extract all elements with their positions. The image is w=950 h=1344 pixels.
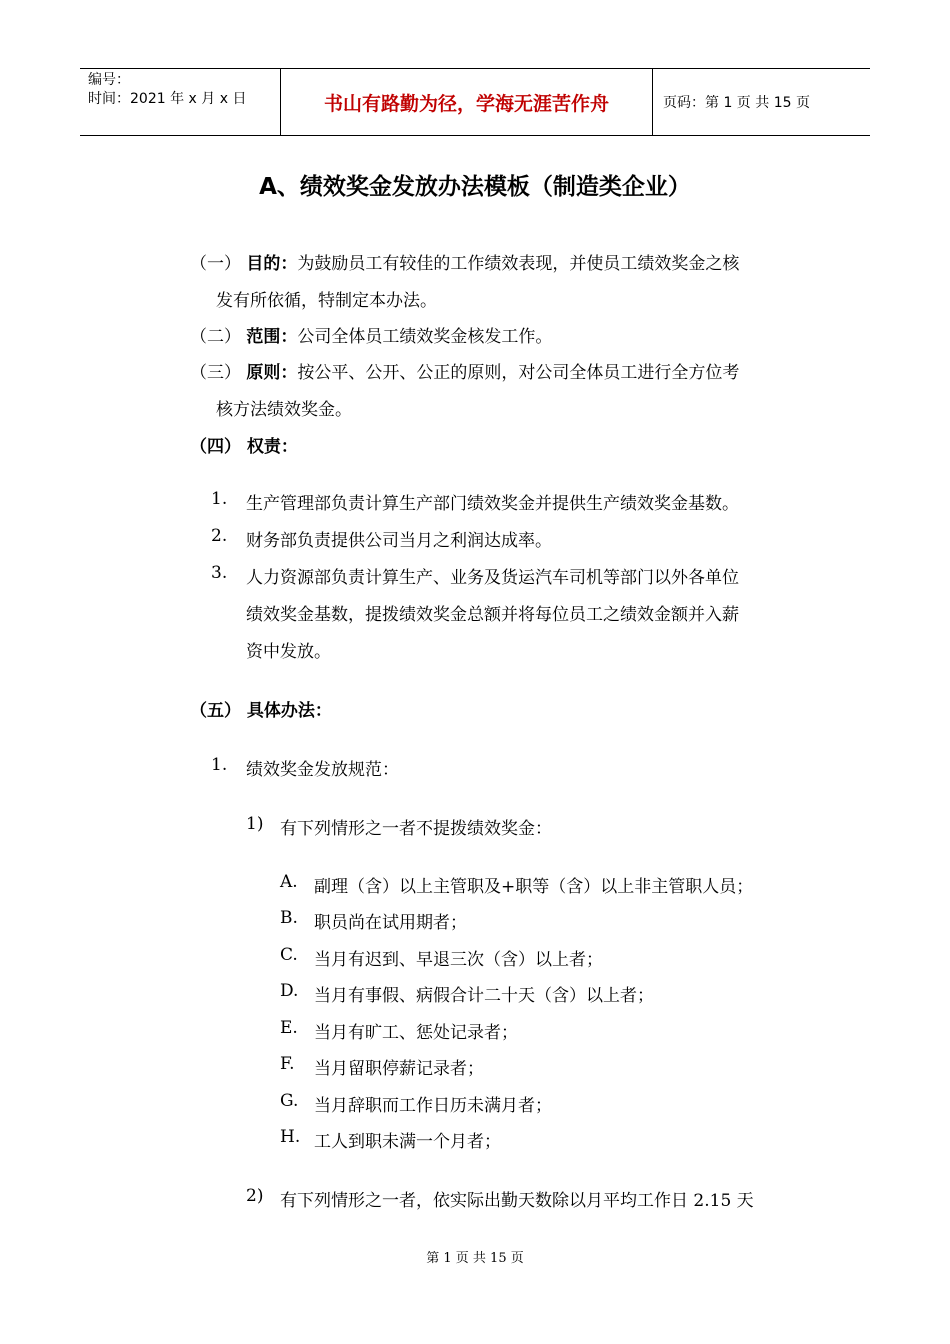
list-number: 3. bbox=[211, 563, 228, 583]
section-text-cont: 核方法绩效奖金。 bbox=[216, 400, 352, 420]
list-item: 财务部负责提供公司当月之利润达成率。 bbox=[246, 531, 552, 551]
section-label: 具体办法： bbox=[246, 701, 332, 721]
list-number: 2. bbox=[211, 526, 228, 546]
document-header bbox=[80, 68, 870, 136]
letter-item: 职员尚在试用期者； bbox=[314, 913, 467, 933]
section-text: 按公平、公开、公正的原则，对公司全体员工进行全方位考 bbox=[297, 363, 740, 383]
time-label: 时间：2021 年 x 月 x 日 bbox=[88, 91, 247, 107]
section-scope bbox=[190, 322, 552, 347]
section-marker: （三） bbox=[190, 363, 241, 383]
list-number: 1. bbox=[211, 489, 228, 509]
letter-marker: F. bbox=[280, 1054, 295, 1074]
section-label: 权责： bbox=[246, 437, 298, 457]
header-page-label: 页码：第 1 页 共 15 页 bbox=[663, 95, 810, 111]
number-label: 编号： bbox=[88, 72, 130, 88]
letter-item: 工人到职未满一个月者； bbox=[314, 1132, 501, 1152]
section-responsibility bbox=[190, 432, 298, 457]
section-text-cont: 发有所依循，特制定本办法。 bbox=[216, 291, 437, 311]
letter-item: 当月留职停薪记录者； bbox=[314, 1059, 484, 1079]
letter-marker: C. bbox=[280, 945, 298, 965]
page-footer: 第 1 页 共 15 页 bbox=[426, 1251, 524, 1266]
section-label: 范围： bbox=[246, 327, 298, 347]
list-number: 1. bbox=[211, 755, 228, 775]
letter-marker: H. bbox=[280, 1127, 301, 1147]
header-meta bbox=[80, 69, 280, 135]
list-item-cont: 资中发放。 bbox=[246, 642, 331, 662]
section-marker: （四） bbox=[190, 437, 241, 457]
list-item: 绩效奖金发放规范： bbox=[246, 760, 399, 780]
letter-marker: E. bbox=[280, 1018, 298, 1038]
list-item: 生产管理部负责计算生产部门绩效奖金并提供生产绩效奖金基数。 bbox=[246, 494, 739, 514]
letter-item: 当月有事假、病假合计二十天（含）以上者； bbox=[314, 986, 654, 1006]
section-principle bbox=[190, 358, 739, 383]
letter-item: 当月有迟到、早退三次（含）以上者； bbox=[314, 950, 603, 970]
document-title: A、绩效奖金发放办法模板（制造类企业） bbox=[259, 174, 691, 200]
section-text: 为鼓励员工有较佳的工作绩效表现，并使员工绩效奖金之核 bbox=[297, 254, 740, 274]
section-methods bbox=[190, 696, 332, 721]
letter-marker: A. bbox=[280, 872, 298, 892]
list-item: 人力资源部负责计算生产、业务及货运汽车司机等部门以外各单位 bbox=[246, 568, 739, 588]
section-marker: （二） bbox=[190, 327, 241, 347]
letter-item: 当月辞职而工作日历未满月者； bbox=[314, 1096, 552, 1116]
section-label: 原则： bbox=[246, 363, 298, 383]
letter-marker: D. bbox=[280, 981, 299, 1001]
list-item-cont: 绩效奖金基数，提拨绩效奖金总额并将每位员工之绩效金额并入薪 bbox=[246, 605, 739, 625]
sub-item: 有下列情形之一者，依实际出勤天数除以月平均工作日 2.15 天 bbox=[280, 1191, 754, 1211]
section-label: 目的： bbox=[246, 254, 298, 274]
section-marker: （五） bbox=[190, 701, 241, 721]
letter-item: 副理（含）以上主管职及+职等（含）以上非主管职人员； bbox=[314, 877, 754, 897]
section-marker: （一） bbox=[190, 254, 241, 274]
section-text: 公司全体员工绩效奖金核发工作。 bbox=[297, 327, 553, 347]
sub-number: 1) bbox=[246, 814, 264, 834]
header-motto: 书山有路勤为径，学海无涯苦作舟 bbox=[280, 69, 653, 135]
sub-number: 2) bbox=[246, 1186, 264, 1206]
section-purpose bbox=[190, 249, 739, 274]
sub-item: 有下列情形之一者不提拨绩效奖金： bbox=[280, 819, 552, 839]
letter-marker: G. bbox=[280, 1091, 299, 1111]
letter-marker: B. bbox=[280, 908, 298, 928]
letter-item: 当月有旷工、惩处记录者； bbox=[314, 1023, 518, 1043]
